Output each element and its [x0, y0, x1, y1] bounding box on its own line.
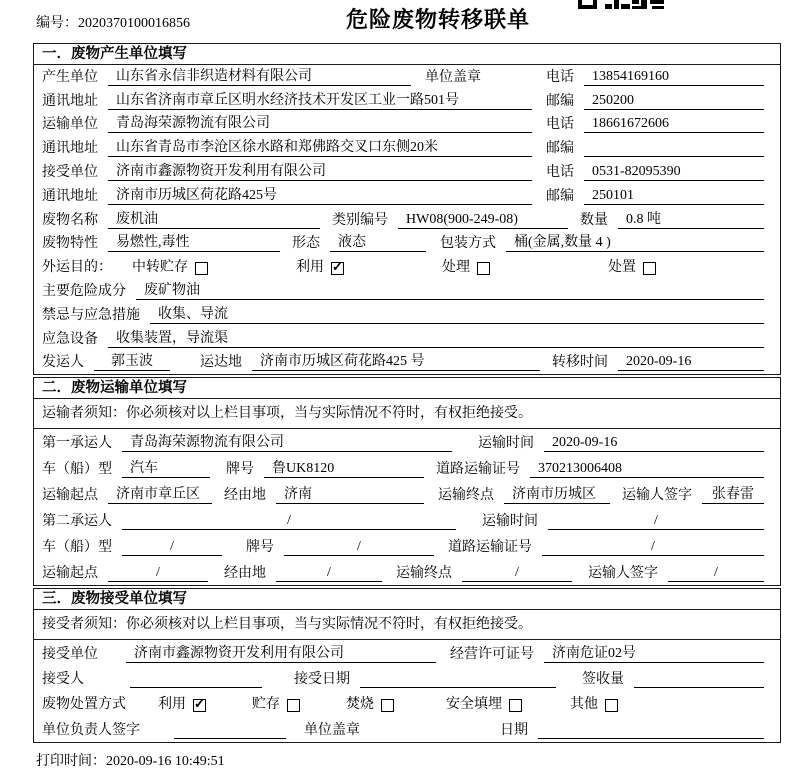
qr-code-icon [578, 0, 664, 9]
transport-time-value: 2020-09-16 [544, 435, 764, 452]
receiver-notice: 接受者须知：你必须核对以上栏目事项，当与实际情况不符时，有权拒绝接受。 [34, 610, 780, 640]
section-transporter [33, 377, 781, 586]
vehicle-type-label: 车（船）型 [42, 462, 112, 478]
checkbox-disposal-landfill [509, 699, 522, 712]
document-number-value: 2020370100016856 [78, 16, 190, 31]
receiver-zip-label: 邮编 [546, 188, 574, 204]
row-transporter-address [34, 136, 780, 160]
row-transport-route-1 [34, 481, 780, 507]
via-value: 济南 [276, 483, 424, 504]
origin2-value: / [108, 565, 208, 582]
waste-quantity-value: 0.8 吨 [618, 208, 764, 229]
transporter-zip-label: 邮编 [546, 141, 574, 157]
row-vehicle-type-1 [34, 455, 780, 481]
carrier-signature-label: 运输人签字 [622, 488, 692, 504]
option-utilize-label: 利用 [296, 260, 324, 276]
receiver-phone-value: 0531-82095390 [584, 164, 764, 181]
receiver-unit-value: 济南市鑫源物资开发利用有限公司 [108, 160, 532, 181]
row-receiver-person [34, 666, 780, 691]
vehicle-type2-label: 车（船）型 [42, 540, 112, 556]
checkbox-disposal-incinerate [381, 699, 394, 712]
document-number-label: 编号： [36, 16, 78, 31]
checkbox-disposal-other [605, 699, 618, 712]
row-transfer-purpose [34, 255, 780, 279]
option-treat [442, 256, 490, 276]
section-generator [33, 43, 781, 375]
checkbox-disposal-utilize [193, 699, 206, 712]
plate-number2-value: / [284, 539, 434, 556]
option-disposal-other-label: 其他 [570, 697, 598, 713]
transporter-unit-value: 青岛海荣源物流有限公司 [108, 112, 532, 133]
license-number-label: 经营许可证号 [450, 646, 534, 662]
checkbox-utilize [331, 262, 344, 275]
emergency-equipment-value: 收集装置，导流渠 [108, 327, 764, 348]
producer-unit-label: 产生单位 [42, 69, 98, 85]
first-carrier-label: 第一承运人 [42, 436, 112, 452]
waste-category-value: HW08(900-249-08) [398, 212, 568, 229]
waste-property-value: 易燃性,毒性 [108, 231, 280, 252]
signed-quantity-value [634, 671, 764, 688]
packing-method-label: 包装方式 [440, 236, 496, 252]
row-consignor [34, 351, 780, 375]
receive-date-label: 接受日期 [294, 671, 350, 687]
destination-value: 济南市历城区荷花路425 号 [252, 350, 540, 371]
producer-zip-value: 250200 [584, 93, 764, 110]
road-permit-label: 道路运输证号 [436, 462, 520, 478]
option-treat-label: 处理 [442, 260, 470, 276]
checkbox-dispose [643, 262, 656, 275]
option-dispose-label: 处置 [608, 260, 636, 276]
via-label: 经由地 [224, 488, 266, 504]
second-carrier-label: 第二承运人 [42, 514, 112, 530]
print-time-label: 打印时间： [36, 753, 106, 769]
first-carrier-value: 青岛海荣源物流有限公司 [122, 431, 452, 452]
emergency-measures-label: 禁忌与应急措施 [42, 307, 140, 323]
date-label: 日期 [500, 722, 528, 738]
transporter-zip-value [584, 140, 764, 157]
row-waste-property [34, 232, 780, 256]
section-receiver [33, 588, 781, 742]
plate-number2-label: 牌号 [246, 540, 274, 556]
row-hazard-components [34, 279, 780, 303]
row-transporter-unit [34, 113, 780, 137]
disposal-method-label: 废物处置方式 [42, 697, 126, 713]
origin-value: 济南市章丘区 [108, 483, 212, 504]
option-disposal-incinerate [346, 693, 394, 713]
receiver-unit-label: 接受单位 [42, 164, 98, 180]
row-disposal-method [34, 691, 780, 716]
receiver-address-label: 通讯地址 [42, 188, 98, 204]
origin2-label: 运输起点 [42, 566, 98, 582]
road-permit2-value: / [542, 539, 764, 556]
transport-time-label: 运输时间 [478, 436, 534, 452]
receive-date-value [360, 671, 556, 688]
checkbox-treat [477, 262, 490, 275]
transport-time2-value: / [548, 513, 764, 530]
receiver-seal-label: 单位盖章 [304, 722, 360, 738]
waste-quantity-label: 数量 [580, 212, 608, 228]
receiving-unit-label: 接受单位 [42, 646, 98, 662]
row-receiver-address [34, 184, 780, 208]
document-header [0, 0, 796, 43]
waste-form-label: 形态 [292, 236, 320, 252]
transporter-notice: 运输者须知：你必须核对以上栏目事项，当与实际情况不符时，有权拒绝接受。 [34, 399, 780, 429]
signed-quantity-label: 签收量 [582, 671, 624, 687]
row-transport-route-2 [34, 559, 780, 585]
emergency-equipment-label: 应急设备 [42, 331, 98, 347]
producer-zip-label: 邮编 [546, 93, 574, 109]
carrier-signature2-label: 运输人签字 [588, 566, 658, 582]
producer-address-label: 通讯地址 [42, 93, 98, 109]
section-receiver-title: 三．废物接受单位填写 [34, 589, 780, 610]
option-transit-storage [132, 256, 208, 276]
receiver-person-value [130, 671, 262, 688]
hazard-components-value: 废矿物油 [136, 279, 764, 300]
checkbox-transit-storage [195, 262, 208, 275]
row-first-carrier [34, 429, 780, 455]
receiver-phone-label: 电话 [546, 164, 574, 180]
date-value [538, 722, 764, 739]
producer-phone-label: 电话 [546, 69, 574, 85]
transporter-phone-value: 18661672606 [584, 116, 764, 133]
consignor-label: 发运人 [42, 355, 84, 371]
transport-time2-label: 运输时间 [482, 514, 538, 530]
waste-form-value: 液态 [330, 231, 426, 252]
transfer-date-label: 转移时间 [552, 355, 608, 371]
waste-category-label: 类别编号 [332, 212, 388, 228]
option-disposal-incinerate-label: 焚烧 [346, 697, 374, 713]
row-producer-address [34, 89, 780, 113]
emergency-measures-value: 收集、导流 [150, 303, 764, 324]
license-number-value: 济南危证02号 [544, 642, 764, 663]
vehicle-type-value: 汽车 [122, 457, 210, 478]
producer-unit-value: 山东省永信非织造材料有限公司 [108, 65, 411, 86]
road-permit2-label: 道路运输证号 [448, 540, 532, 556]
carrier-signature2-value: / [668, 565, 764, 582]
terminus-label: 运输终点 [438, 488, 494, 504]
transfer-date-value: 2020-09-16 [618, 354, 764, 371]
option-disposal-other [570, 693, 618, 713]
checkbox-disposal-store [287, 699, 300, 712]
receiver-address-value: 济南市历城区荷花路425号 [108, 184, 532, 205]
second-carrier-value: / [122, 513, 456, 530]
receiver-person-label: 接受人 [42, 671, 84, 687]
row-receiving-unit [34, 640, 780, 665]
section-generator-title: 一．废物产生单位填写 [34, 44, 780, 65]
plate-number-label: 牌号 [226, 462, 254, 478]
packing-method-value: 桶(金属,数量 4 ) [506, 231, 764, 252]
via2-label: 经由地 [224, 566, 266, 582]
via2-value: / [276, 565, 382, 582]
section-transporter-title: 二．废物运输单位填写 [34, 378, 780, 399]
row-responsible-signature [34, 716, 780, 741]
row-receiver-unit [34, 160, 780, 184]
responsible-signature-value [174, 722, 286, 739]
transporter-unit-label: 运输单位 [42, 117, 98, 133]
row-vehicle-type-2 [34, 533, 780, 559]
option-disposal-utilize-label: 利用 [158, 697, 186, 713]
option-disposal-landfill-label: 安全填埋 [446, 697, 502, 713]
origin-label: 运输起点 [42, 488, 98, 504]
transporter-address-label: 通讯地址 [42, 141, 98, 157]
row-emergency-equipment [34, 327, 780, 351]
option-disposal-store [252, 693, 300, 713]
print-time-value: 2020-09-16 10:49:51 [106, 753, 225, 769]
terminus-value: 济南市历城区 [504, 483, 610, 504]
terminus2-label: 运输终点 [396, 566, 452, 582]
waste-property-label: 废物特性 [42, 236, 98, 252]
responsible-signature-label: 单位负责人签字 [42, 722, 140, 738]
option-disposal-store-label: 贮存 [252, 697, 280, 713]
producer-address-value: 山东省济南市章丘区明水经济技术开发区工业一路501号 [108, 89, 532, 110]
transporter-address-value: 山东省青岛市李沧区徐水路和郑佛路交叉口东侧20米 [108, 136, 532, 157]
terminus2-value: / [462, 565, 572, 582]
hazard-components-label: 主要危险成分 [42, 283, 126, 299]
plate-number-value: 鲁UK8120 [264, 457, 424, 478]
option-utilize [296, 256, 344, 276]
row-producer-unit [34, 65, 780, 89]
option-dispose [608, 256, 656, 276]
transporter-phone-label: 电话 [546, 117, 574, 133]
unit-seal-label: 单位盖章 [425, 69, 481, 85]
consignor-value: 郭玉波 [94, 350, 170, 371]
carrier-signature-value: 张春雷 [702, 483, 764, 504]
transfer-purpose-label: 外运目的： [42, 260, 112, 276]
road-permit-value: 370213006408 [530, 461, 764, 478]
option-transit-storage-label: 中转贮存 [132, 260, 188, 276]
row-emergency-measures [34, 303, 780, 327]
row-second-carrier [34, 507, 780, 533]
option-disposal-landfill [446, 693, 522, 713]
row-waste-name [34, 208, 780, 232]
receiver-zip-value: 250101 [584, 188, 764, 205]
waste-name-value: 废机油 [108, 208, 320, 229]
option-disposal-utilize [158, 693, 206, 713]
print-time [36, 750, 796, 770]
page-title: 危险废物转移联单 [345, 7, 530, 32]
vehicle-type2-value: / [122, 539, 222, 556]
waste-name-label: 废物名称 [42, 212, 98, 228]
producer-phone-value: 13854169160 [584, 69, 764, 86]
destination-label: 运达地 [200, 355, 242, 371]
receiving-unit-value: 济南市鑫源物资开发利用有限公司 [126, 642, 436, 663]
